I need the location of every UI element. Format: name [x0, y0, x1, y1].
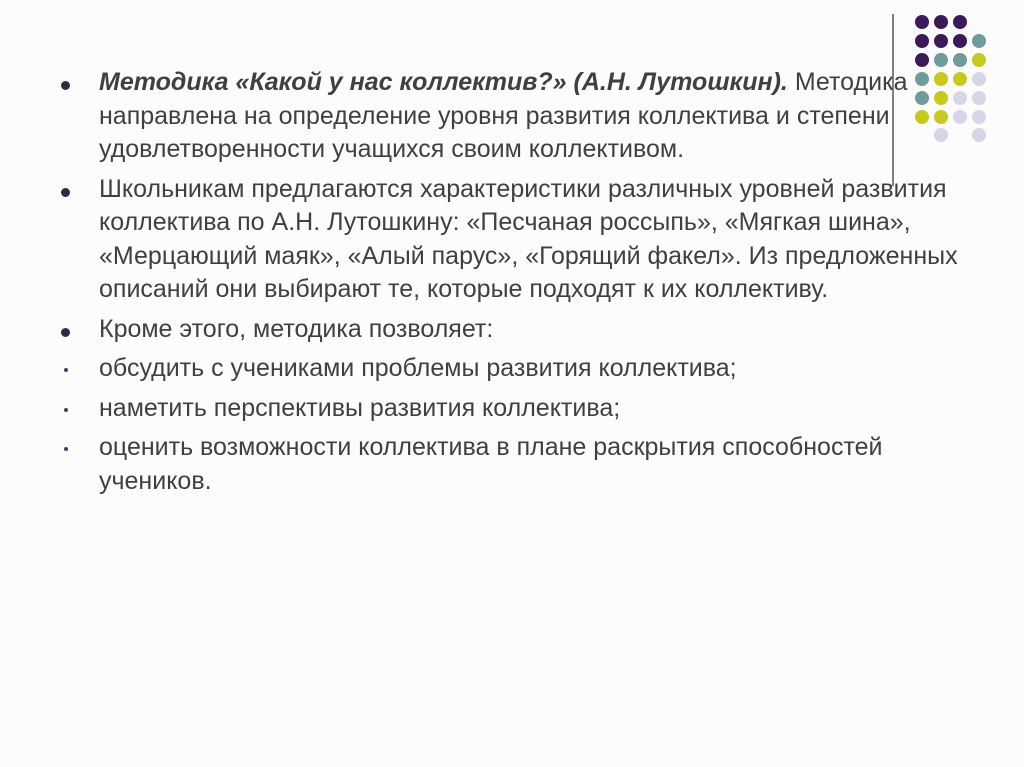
decorative-dot-lavender	[972, 128, 986, 142]
decorative-dot-purple	[915, 34, 929, 48]
small-bullet-icon	[64, 447, 68, 451]
decorative-dot-purple	[934, 15, 948, 29]
slide-body	[58, 66, 958, 504]
discuss-text: обсудить с учениками проблемы развития коллектива;	[99, 354, 737, 382]
evaluate-text: оценить возможности коллектива в плане раскрытия способностей учеников.	[99, 433, 883, 495]
bullet-icon	[61, 188, 70, 197]
decorative-dot-teal	[934, 53, 948, 67]
small-bullet-icon	[64, 368, 68, 372]
sub-item-outline	[58, 392, 958, 426]
decorative-dot-lavender	[972, 110, 986, 124]
decorative-dot-lavender	[972, 91, 986, 105]
bullet-item-additionally	[58, 313, 958, 347]
outline-text: наметить перспективы развития коллектива;	[99, 393, 621, 422]
decorative-dot-purple	[934, 34, 948, 48]
decorative-dot-purple	[915, 53, 929, 67]
decorative-dot-yellow	[972, 53, 986, 67]
decorative-dot-teal	[972, 34, 986, 48]
sub-item-discuss	[58, 352, 958, 386]
sub-item-evaluate	[58, 431, 958, 498]
methodology-description: Методика направлена на определение уровня развития коллектива и степени удовлетворенности учащихся своим коллективом.	[99, 68, 908, 163]
decorative-dot-purple	[953, 15, 967, 29]
characteristics-text: Школьникам предлагаются характеристики различных уровней развития коллектива по А.Н. Лутошкину: «Песчаная россыпь», «Мягкая шина», «Мерцающий маяк», «Алый парус», «Горящий факел». Из предложенных описаний они выбирают те, которые подходят к их коллективу.	[99, 174, 958, 303]
bullet-icon	[61, 328, 70, 337]
decorative-dot-lavender	[972, 72, 986, 86]
bullet-icon	[61, 81, 70, 90]
bullet-item-methodology	[58, 66, 958, 167]
bullet-item-characteristics	[58, 173, 958, 307]
small-bullet-icon	[64, 408, 68, 412]
methodology-title: Методика «Какой у нас коллектив?» (А.Н. Лутошкин).	[99, 68, 788, 96]
decorative-dot-purple	[953, 34, 967, 48]
additionally-text: Кроме этого, методика позволяет:	[99, 314, 494, 343]
decorative-dot-purple	[915, 15, 929, 29]
decorative-dot-teal	[953, 53, 967, 67]
